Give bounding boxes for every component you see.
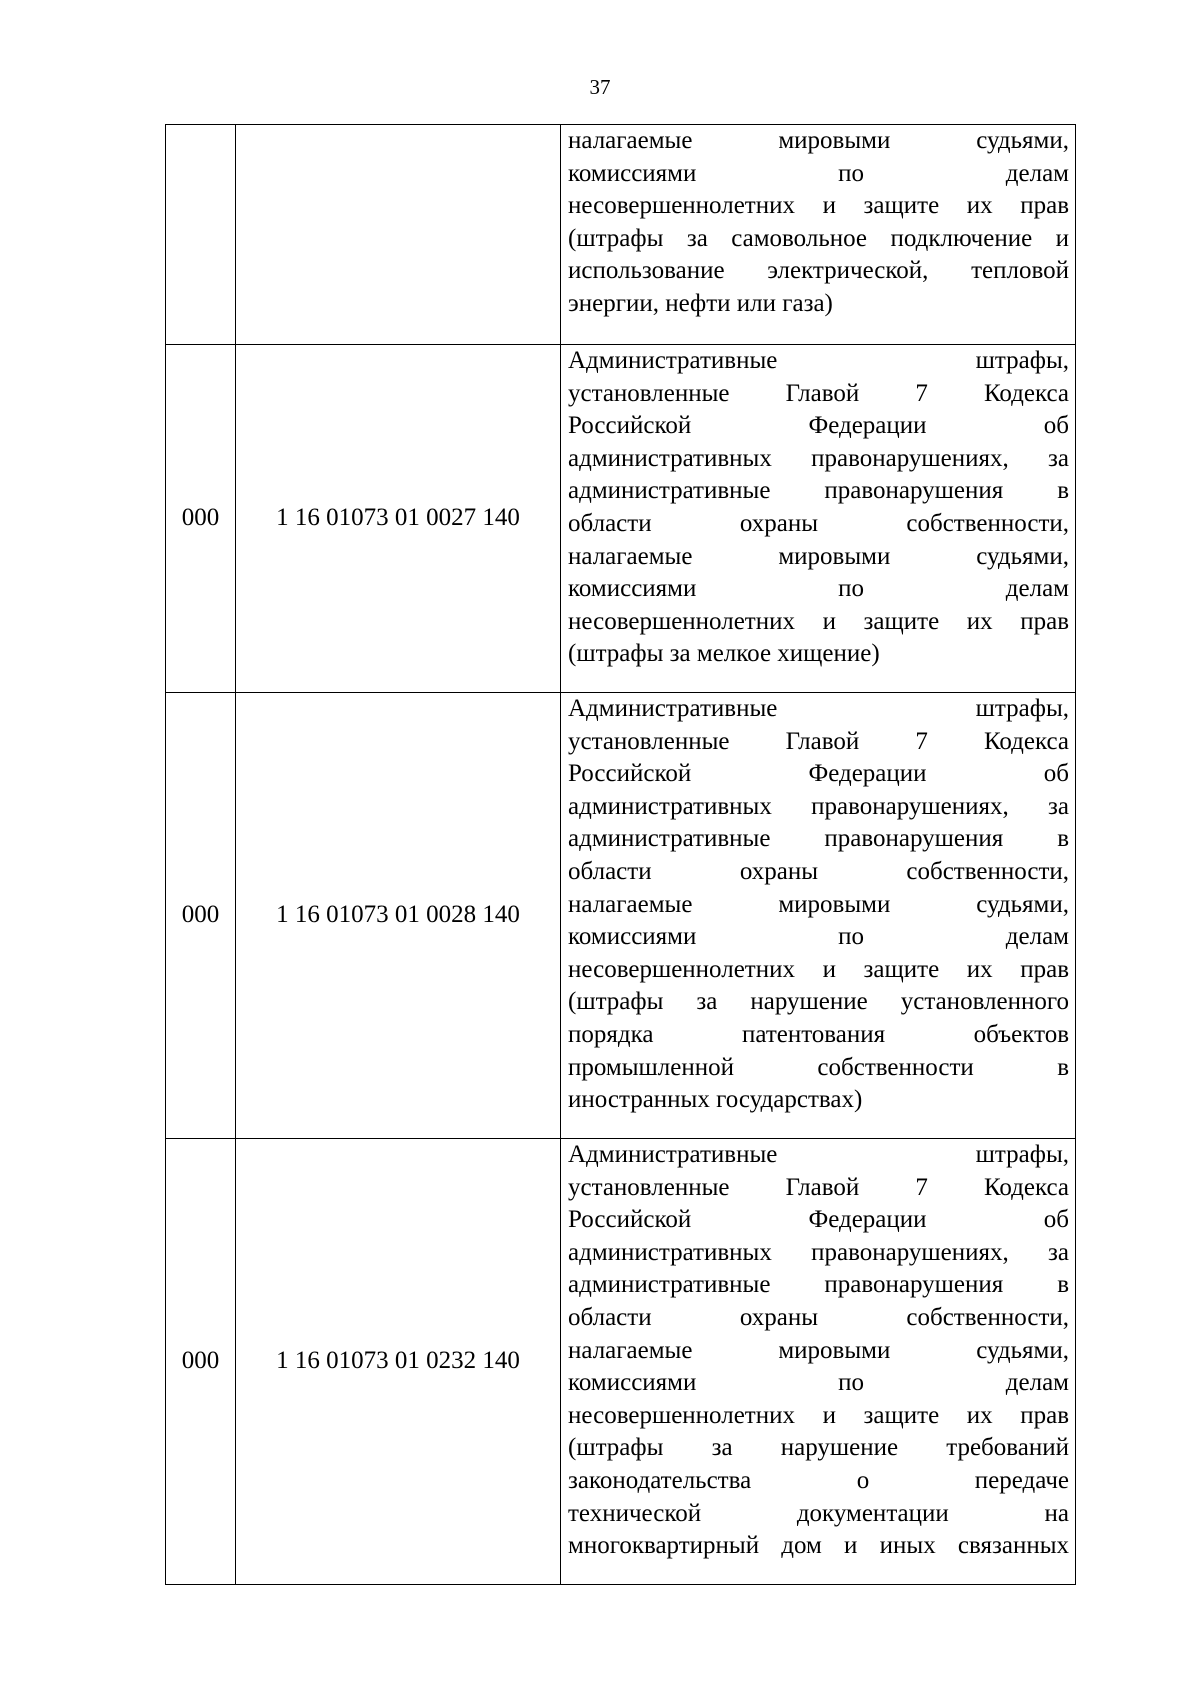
description-line: комиссиями по делам [568, 923, 1069, 951]
description-cell [561, 345, 1076, 693]
description-line: технической документации на [568, 1499, 1069, 1527]
description-line: энергии, нефти или газа) [568, 289, 833, 317]
description-line: установленные Главой 7 Кодекса [568, 379, 1069, 407]
description-line: Административные штрафы, [568, 347, 1069, 374]
description-line: Российской Федерации об [568, 412, 1069, 440]
description-line: несовершеннолетних и защите их прав [568, 955, 1069, 983]
admin-code-cell [166, 125, 236, 345]
description-cell [561, 125, 1076, 345]
description-line: административные правонарушения в [568, 1271, 1069, 1299]
description-line: (штрафы за нарушение требований [568, 1434, 1069, 1462]
kbk-code-cell: 1 16 01073 01 0028 140 [236, 693, 561, 1139]
table-row [166, 125, 1076, 345]
page-number: 37 [589, 75, 611, 99]
kbk-code-cell: 1 16 01073 01 0027 140 [236, 345, 561, 693]
description-line: иностранных государствах) [568, 1086, 863, 1114]
description-line: налагаемые мировыми судьями, [568, 1336, 1069, 1364]
description-cell [561, 1139, 1076, 1585]
table-row [166, 1139, 1076, 1585]
description-line: административных правонарушениях, за [568, 444, 1069, 472]
description-line: области охраны собственности, [568, 509, 1069, 537]
table-row [166, 693, 1076, 1139]
description-line: налагаемые мировыми судьями, [568, 542, 1069, 570]
table-row [166, 345, 1076, 693]
description-line: Российской Федерации об [568, 760, 1069, 788]
description-line: Административные штрафы, [568, 1141, 1069, 1168]
description-line: несовершеннолетних и защите их прав [568, 607, 1069, 635]
admin-code-cell: 000 [166, 1139, 236, 1585]
admin-code-cell: 000 [166, 345, 236, 693]
description-line: (штрафы за мелкое хищение) [568, 640, 880, 668]
description-line: многоквартирный дом и иных связанных [568, 1532, 1069, 1560]
description-line: области охраны собственности, [568, 857, 1069, 885]
description-line: промышленной собственности в [568, 1053, 1069, 1081]
kbk-code-cell: 1 16 01073 01 0232 140 [236, 1139, 561, 1585]
description-line: Административные штрафы, [568, 695, 1069, 722]
description-line: налагаемые мировыми судьями, [568, 127, 1069, 154]
description-cell [561, 693, 1076, 1139]
description-line: (штрафы за самовольное подключение и [568, 224, 1069, 252]
description-line: административных правонарушениях, за [568, 1238, 1069, 1266]
description-line: административных правонарушениях, за [568, 792, 1069, 820]
budget-classification-table [165, 124, 1076, 1585]
admin-code-cell: 000 [166, 693, 236, 1139]
description-line: установленные Главой 7 Кодекса [568, 727, 1069, 755]
table-body [166, 125, 1076, 1585]
description-line: законодательства о передаче [568, 1466, 1069, 1494]
description-line: использование электрической, тепловой [568, 257, 1069, 285]
description-line: порядка патентования объектов [568, 1020, 1069, 1048]
description-line: административные правонарушения в [568, 477, 1069, 505]
description-line: области охраны собственности, [568, 1303, 1069, 1331]
description-line: комиссиями по делам [568, 575, 1069, 603]
description-line: налагаемые мировыми судьями, [568, 890, 1069, 918]
description-line: установленные Главой 7 Кодекса [568, 1173, 1069, 1201]
kbk-code-cell [236, 125, 561, 345]
description-line: несовершеннолетних и защите их прав [568, 1401, 1069, 1429]
description-line: комиссиями по делам [568, 1369, 1069, 1397]
description-line: административные правонарушения в [568, 825, 1069, 853]
description-line: (штрафы за нарушение установленного [568, 988, 1069, 1016]
description-line: Российской Федерации об [568, 1206, 1069, 1234]
description-line: несовершеннолетних и защите их прав [568, 192, 1069, 220]
description-line: комиссиями по делам [568, 159, 1069, 187]
